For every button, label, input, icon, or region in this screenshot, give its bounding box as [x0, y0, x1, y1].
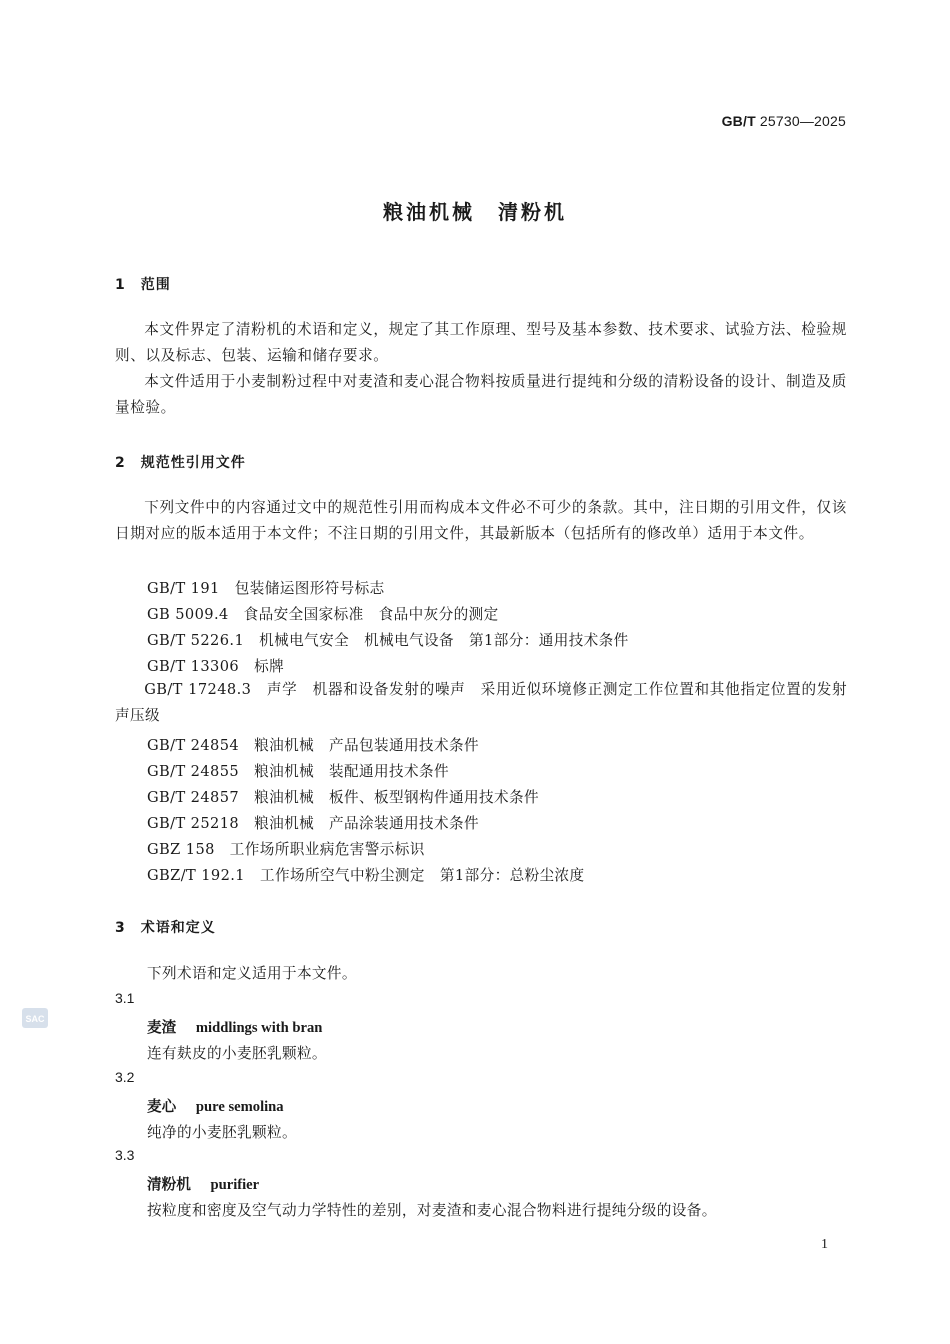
term-zh: 麦心 [147, 1098, 177, 1115]
watermark-text: SAC [25, 1014, 45, 1024]
section-2-heading: 2 规范性引用文件 [115, 455, 246, 471]
term-heading [147, 1016, 322, 1037]
term-number: 3.1 [115, 990, 135, 1006]
term-definition: 纯净的小麦胚乳颗粒。 [147, 1124, 297, 1141]
section-1-paragraph-1: 本文件界定了清粉机的术语和定义，规定了其工作原理、型号及基本参数、技术要求、试验方法、检验规则、以及标志、包装、运输和储存要求。 [115, 321, 847, 364]
page-number: 1 [821, 1237, 828, 1252]
term-en: pure semolina [195, 1099, 284, 1115]
reference-item: GB/T 24857 粮油机械 板件、板型钢构件通用技术条件 [147, 789, 539, 806]
term-zh: 麦渣 [147, 1019, 177, 1036]
section-2-intro: 下列文件中的内容通过文中的规范性引用而构成本文件必不可少的条款。其中，注日期的引用文件，仅该日期对应的版本适用于本文件；不注日期的引用文件，其最新版本（包括所有的修改单）适用于本文件。 [115, 499, 847, 542]
document-title: 粮油机械 清粉机 [383, 200, 567, 224]
standard-code: 25730—2025 [755, 113, 846, 129]
term-heading [147, 1095, 284, 1116]
term-heading [147, 1173, 259, 1194]
section-1-heading: 1 范围 [115, 277, 171, 293]
section-1-paragraph-2: 本文件适用于小麦制粉过程中对麦渣和麦心混合物料按质量进行提纯和分级的清粉设备的设计、制造及质量检验。 [115, 373, 847, 416]
reference-item: GB 5009.4 食品安全国家标准 食品中灰分的测定 [147, 606, 499, 623]
reference-item: GB/T 24854 粮油机械 产品包装通用技术条件 [147, 737, 479, 754]
standard-number [722, 113, 846, 129]
standard-prefix: GB/T [721, 113, 756, 129]
reference-item: GB/T 13306 标牌 [147, 658, 285, 675]
reference-item: GB/T 24855 粮油机械 装配通用技术条件 [147, 763, 450, 780]
term-en: purifier [210, 1177, 260, 1193]
reference-item: GBZ 158 工作场所职业病危害警示标识 [147, 841, 425, 858]
reference-item: GB/T 5226.1 机械电气安全 机械电气设备 第1部分：通用技术条件 [147, 632, 629, 649]
reference-item: GBZ/T 192.1 工作场所空气中粉尘测定 第1部分：总粉尘浓度 [147, 867, 585, 884]
term-definition: 按粒度和密度及空气动力学特性的差别，对麦渣和麦心混合物料进行提纯分级的设备。 [147, 1202, 717, 1219]
term-zh: 清粉机 [147, 1176, 191, 1193]
term-number: 3.2 [115, 1069, 135, 1085]
reference-item: GB/T 191 包装储运图形符号标志 [147, 580, 385, 597]
reference-item: GB/T 17248.3 声学 机器和设备发射的噪声 采用近似环境修正测定工作位置和其他指定位置的发射声压级 [115, 681, 847, 724]
term-definition: 连有麸皮的小麦胚乳颗粒。 [147, 1045, 327, 1062]
sac-watermark-logo [22, 1008, 48, 1028]
reference-item: GB/T 25218 粮油机械 产品涂装通用技术条件 [147, 815, 479, 832]
section-3-intro: 下列术语和定义适用于本文件。 [147, 965, 357, 982]
section-3-heading: 3 术语和定义 [115, 920, 216, 936]
term-number: 3.3 [115, 1147, 135, 1163]
term-en: middlings with bran [195, 1020, 323, 1036]
